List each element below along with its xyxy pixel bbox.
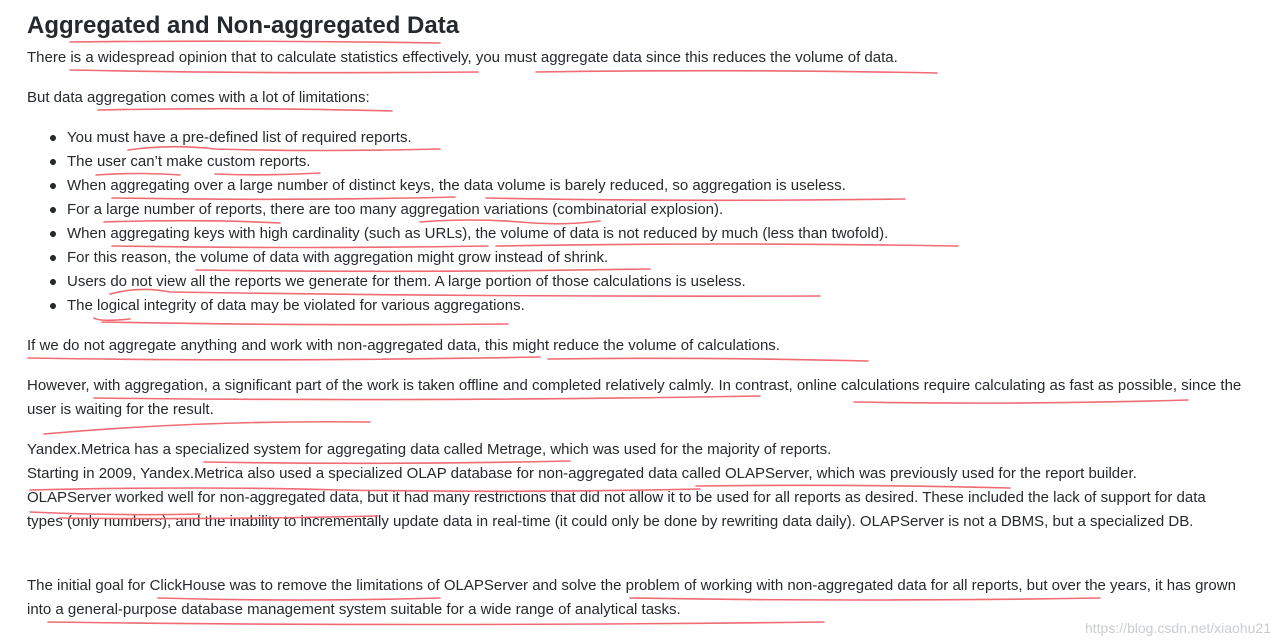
watermark: https://blog.csdn.net/xiaohu21 bbox=[1084, 620, 1271, 636]
limitations-intro: But data aggregation comes with a lot of limitations: bbox=[27, 89, 370, 106]
list-item: The user can’t make custom reports. bbox=[67, 150, 888, 174]
olapserver-history-line: Starting in 2009, Yandex.Metrica also used a specialized OLAP database for non-aggregated data called OLAPServer, which was previously used for the report builder. bbox=[27, 465, 1137, 482]
clickhouse-goal-paragraph: The initial goal for ClickHouse was to remove the limitations of OLAPServer and solve the problem of working with non-aggregated data for all reports, but over the years, it has grown into a general-purpose database management system suitable for a wide range of analytical tasks. bbox=[27, 577, 1236, 618]
list-item: The logical integrity of data may be violated for various aggregations. bbox=[67, 294, 888, 318]
underline-mark bbox=[48, 622, 824, 625]
underline-mark bbox=[70, 41, 440, 43]
metrage-line: Yandex.Metrica has a specialized system for aggregating data called Metrage, which was used for the majority of reports. bbox=[27, 441, 832, 458]
list-item: When aggregating over a large number of distinct keys, the data volume is barely reduced, so aggregation is useless. bbox=[67, 174, 888, 198]
list-item: For a large number of reports, there are too many aggregation variations (combinatorial explosion). bbox=[67, 198, 888, 222]
underline-mark bbox=[70, 70, 478, 73]
limitations-list bbox=[27, 126, 888, 318]
underline-mark bbox=[548, 358, 868, 361]
underline-mark bbox=[102, 322, 508, 325]
aggregation-tradeoff-paragraph: However, with aggregation, a significant part of the work is taken offline and completed relatively calmly. In contrast, online calculations require calculating as fast as possible, since the user is waiting for the result. bbox=[27, 377, 1242, 418]
underline-mark bbox=[536, 71, 937, 73]
list-item: When aggregating keys with high cardinality (such as URLs), the volume of data is not reduced by much (less than twofold). bbox=[67, 222, 888, 246]
list-item: Users do not view all the reports we generate for them. A large portion of those calculations is useless. bbox=[67, 270, 888, 294]
page-title: Aggregated and Non-aggregated Data bbox=[27, 12, 460, 39]
intro-paragraph: There is a widespread opinion that to calculate statistics effectively, you must aggregate data since this reduces the volume of data. bbox=[27, 49, 898, 66]
list-item: For this reason, the volume of data with aggregation might grow instead of shrink. bbox=[67, 246, 888, 270]
non-aggregated-paragraph: If we do not aggregate anything and work with non-aggregated data, this might reduce the volume of calculations. bbox=[27, 337, 780, 354]
underline-mark bbox=[94, 318, 130, 320]
underline-mark bbox=[44, 422, 370, 434]
list-item: You must have a pre-defined list of required reports. bbox=[67, 126, 888, 150]
olapserver-restrictions-paragraph: OLAPServer worked well for non-aggregated data, but it had many restrictions that did not allow it to be used for all reports as desired. These included the lack of support for data types (only numbers), and the inability to incrementally update data in real-time (it could only be done by rewriting data daily). OLAPServer is not a DBMS, but a specialized DB. bbox=[27, 489, 1206, 530]
